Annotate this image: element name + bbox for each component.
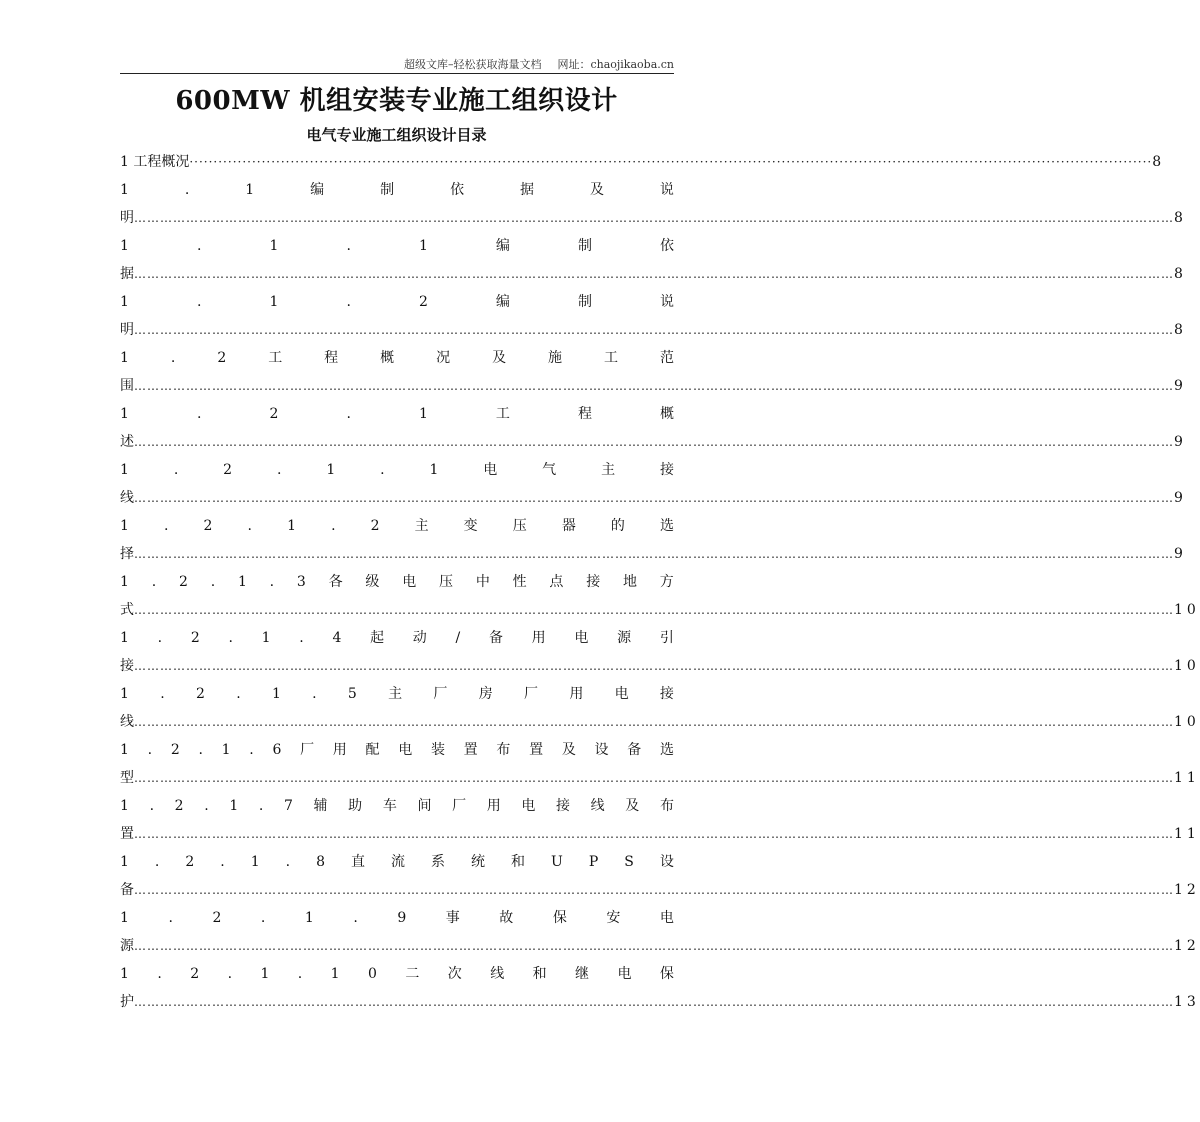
toc-heading-char: . <box>269 574 275 590</box>
toc-heading-char: 2 <box>170 742 180 758</box>
toc-page-number: 8 <box>1174 322 1187 338</box>
toc-page-number: 10 <box>1174 658 1200 674</box>
toc-heading-char: . <box>247 518 252 534</box>
toc-heading-char: 性 <box>512 574 527 590</box>
toc-heading-char: 置 <box>529 742 544 758</box>
toc-leader-dots: …………………………………………………………………………………………………………………………………………………………………………………………………………………… <box>134 771 1174 785</box>
toc-heading-char: . <box>149 798 155 814</box>
toc-heading-char: 2 <box>178 574 188 590</box>
toc-heading-char: 依 <box>660 238 674 254</box>
toc-heading-char: 设 <box>594 742 609 758</box>
toc-heading-char: 1 <box>304 910 314 926</box>
toc-heading-char: . <box>198 742 203 758</box>
toc-heading-char: 1 <box>245 182 255 198</box>
document-title: 600MW 机组安装专业施工组织设计 <box>175 86 618 116</box>
toc-heading-char: 2 <box>418 294 428 310</box>
toc-heading-char: . <box>258 798 264 814</box>
toc-heading-char: 点 <box>549 574 564 590</box>
toc-heading-char: 2 <box>269 406 279 422</box>
toc-heading-char: 备 <box>627 742 642 758</box>
toc-heading-char: 用 <box>569 686 584 702</box>
toc-heading-char: 1 <box>287 518 296 534</box>
toc-entry-heading[interactable] <box>120 288 674 316</box>
toc-heading-char: 程 <box>324 350 339 366</box>
toc-heading-char: 1 <box>260 966 270 982</box>
toc-heading-char: U <box>551 854 563 870</box>
toc-heading-char: 厂 <box>300 742 315 758</box>
toc-heading-char: 1 <box>250 854 260 870</box>
toc-heading-char: 接 <box>556 798 571 814</box>
toc-leader-dots: ········································································································································································································ <box>189 155 1153 169</box>
toc-heading-char: 流 <box>391 854 406 870</box>
toc-heading-char: 地 <box>623 574 637 590</box>
toc-heading-char: . <box>299 630 304 646</box>
toc-heading-char: 主 <box>601 462 616 478</box>
toc-heading-char: 系 <box>431 854 446 870</box>
toc-heading-char: . <box>228 630 233 646</box>
toc-leader-dots: …………………………………………………………………………………………………………………………………………………………………………………………………………………… <box>134 827 1174 841</box>
toc-entry-heading[interactable] <box>120 512 674 540</box>
toc-heading-char: 用 <box>486 798 501 814</box>
toc-heading-char: . <box>151 574 157 590</box>
toc-heading-char: . <box>331 518 336 534</box>
toc-heading-char: 1 <box>120 182 129 198</box>
toc-heading-char: . <box>168 910 173 926</box>
toc-heading-char: 安 <box>606 910 621 926</box>
toc-entry-end-char: 源 <box>120 938 134 954</box>
toc-heading-char: 6 <box>272 742 282 758</box>
toc-heading-char: 用 <box>531 630 546 646</box>
toc-heading-char: 1 <box>120 518 129 534</box>
toc-heading-char: 直 <box>351 854 366 870</box>
toc-heading-char: . <box>173 462 179 478</box>
toc-heading-char: 概 <box>380 350 395 366</box>
toc-heading-char: 接 <box>586 574 601 590</box>
toc-entry-end-char: 围 <box>120 378 134 394</box>
toc-heading-char: . <box>297 966 303 982</box>
toc-heading-char: 1 <box>269 294 279 310</box>
toc-heading-char: . <box>170 350 176 366</box>
toc-heading-char: 电 <box>402 574 417 590</box>
toc-heading-char: 气 <box>542 462 557 478</box>
toc-heading-char: S <box>624 854 634 870</box>
toc-heading-char: . <box>157 630 163 646</box>
toc-heading-char: 5 <box>347 686 357 702</box>
toc-heading-char: 2 <box>370 518 380 534</box>
toc-heading-char: 9 <box>397 910 407 926</box>
toc-heading-char: 据 <box>520 182 535 198</box>
toc-entry-continuation[interactable] <box>120 876 1200 904</box>
toc-entry-heading[interactable] <box>120 232 674 260</box>
toc-heading-char: 1 <box>261 630 271 646</box>
toc-heading-char: 依 <box>450 182 465 198</box>
toc-entry-continuation[interactable] <box>120 540 1187 568</box>
toc-heading-char: 及 <box>492 350 507 366</box>
toc-heading-char: 1 <box>330 966 340 982</box>
toc-entry-heading[interactable] <box>120 456 674 484</box>
toc-heading-char: 1 <box>120 294 129 310</box>
toc-entry-heading[interactable] <box>120 680 674 708</box>
toc-leader-dots: …………………………………………………………………………………………………………………………………………………………………………………………………………………… <box>134 883 1174 897</box>
toc-heading-char: 配 <box>365 742 380 758</box>
toc-leader-dots: …………………………………………………………………………………………………………………………………………………………………………………………………………………… <box>134 603 1174 617</box>
toc-page-number: 9 <box>1174 490 1187 506</box>
toc-heading-char: 设 <box>659 854 674 870</box>
toc-page-number: 9 <box>1174 546 1187 562</box>
toc-heading-char: 2 <box>217 350 227 366</box>
toc-heading-char: 1 <box>229 798 239 814</box>
toc-heading-char: 和 <box>511 854 526 870</box>
toc-heading-char: 1 <box>120 406 129 422</box>
toc-heading-char: 压 <box>512 518 527 534</box>
toc-heading-char: . <box>346 294 351 310</box>
toc-heading-char: . <box>210 574 216 590</box>
toc-heading-char: 8 <box>316 854 326 870</box>
toc-entry-heading[interactable] <box>120 344 674 372</box>
toc-heading: 电气专业施工组织设计目录 <box>306 126 487 144</box>
toc-heading-char: 备 <box>488 630 503 646</box>
toc-entry-end-char: 述 <box>120 434 134 450</box>
toc-heading-char: 压 <box>439 574 454 590</box>
toc-heading-char: 接 <box>659 686 674 702</box>
header-site-url: 网址：chaojikaoba.cn <box>557 58 674 71</box>
toc-entry-continuation[interactable] <box>120 428 1187 456</box>
toc-heading-char: 1 <box>237 574 247 590</box>
toc-heading-char: 工 <box>495 406 510 422</box>
toc-heading-char: 及 <box>625 798 640 814</box>
toc-heading-char: 保 <box>552 910 567 926</box>
toc-heading-char: . <box>160 686 165 702</box>
toc-heading-char: 说 <box>659 182 674 198</box>
toc-heading-char: . <box>157 966 162 982</box>
toc-heading-char: 1 <box>120 798 129 814</box>
toc-entry-heading[interactable] <box>120 736 674 764</box>
toc-heading-char: 房 <box>478 686 493 702</box>
toc-heading-char: 制 <box>380 182 395 198</box>
toc-heading-char: 中 <box>475 574 490 590</box>
header-divider <box>120 73 674 74</box>
toc-heading-char: 1 <box>120 854 129 870</box>
toc-heading-char: 厂 <box>433 686 448 702</box>
toc-heading-char: 2 <box>190 966 200 982</box>
toc-heading-char: . <box>260 910 266 926</box>
toc-heading-char: 间 <box>417 798 432 814</box>
toc-heading-char: 用 <box>332 742 347 758</box>
toc-heading-char: 况 <box>436 350 451 366</box>
toc-heading-char: 1 <box>120 238 129 254</box>
toc-heading-char: 1 <box>271 686 281 702</box>
toc-heading-char: 电 <box>574 630 589 646</box>
toc-heading-char: 2 <box>212 910 222 926</box>
toc-leader-dots: …………………………………………………………………………………………………………………………………………………………………………………………………………………… <box>134 211 1174 225</box>
toc-heading-char: 说 <box>660 294 674 310</box>
toc-heading-char: . <box>285 854 291 870</box>
toc-entry-continuation[interactable] <box>120 764 1200 792</box>
toc-heading-char: . <box>227 966 233 982</box>
toc-entry-continuation[interactable] <box>120 708 1200 736</box>
toc-heading-char: 1 <box>120 910 129 926</box>
toc-entry-heading[interactable] <box>120 960 674 988</box>
toc-heading-char: 统 <box>471 854 486 870</box>
toc-heading-char: 2 <box>203 518 213 534</box>
toc-entry-continuation[interactable] <box>120 820 1200 848</box>
toc-entry-end-char: 明 <box>120 210 134 226</box>
toc-heading-char: . <box>184 182 190 198</box>
toc-heading-char: 编 <box>495 294 510 310</box>
toc-heading-char: . <box>353 910 358 926</box>
toc-heading-char: 电 <box>659 910 674 926</box>
toc-heading-char: P <box>588 854 599 870</box>
toc-heading-char: 1 <box>120 966 129 982</box>
toc-heading-char: 布 <box>659 798 674 814</box>
toc-heading-char: 1 <box>418 238 428 254</box>
toc-heading-char: . <box>249 742 254 758</box>
toc-heading-char: 电 <box>483 462 498 478</box>
toc-heading-char: 和 <box>532 966 547 982</box>
toc-heading-char: / <box>455 630 461 646</box>
toc-entry-continuation[interactable] <box>120 260 1187 288</box>
toc-page-number: 11 <box>1174 826 1200 842</box>
toc-heading-char: 引 <box>659 630 674 646</box>
toc-heading-char: 0 <box>368 966 377 982</box>
toc-entry-end-char: 择 <box>120 546 134 562</box>
toc-leader-dots: …………………………………………………………………………………………………………………………………………………………………………………………………………………… <box>134 547 1174 561</box>
toc-entry-continuation[interactable] <box>120 204 1187 232</box>
toc-leader-dots: …………………………………………………………………………………………………………………………………………………………………………………………………………………… <box>134 659 1174 673</box>
toc-heading-char: 工 <box>268 350 283 366</box>
toc-heading-char: 电 <box>398 742 413 758</box>
toc-heading-char: 编 <box>495 238 510 254</box>
toc-heading-char: 的 <box>610 518 625 534</box>
toc-entry-continuation[interactable] <box>120 484 1187 512</box>
toc-heading-char: . <box>196 406 202 422</box>
toc-page-number: 9 <box>1174 434 1187 450</box>
toc-heading-char: 方 <box>659 574 674 590</box>
toc-heading-char: 事 <box>445 910 460 926</box>
toc-entry-end-char: 明 <box>120 322 134 338</box>
toc-heading-char: 施 <box>548 350 563 366</box>
toc-heading-char: . <box>196 238 202 254</box>
toc-page-number: 10 <box>1174 714 1200 730</box>
toc-heading-char: 3 <box>296 574 306 590</box>
toc-heading-char: 级 <box>365 574 380 590</box>
toc-heading-char: 7 <box>283 798 293 814</box>
toc-heading-char: 及 <box>589 182 604 198</box>
toc-page-number: 12 <box>1174 938 1200 954</box>
toc-heading-char: 1 <box>120 742 129 758</box>
toc-heading-char: 1 <box>269 238 279 254</box>
toc-entry-end-char: 型 <box>120 770 134 786</box>
toc-entry-end-char: 置 <box>120 826 134 842</box>
toc-entry-heading[interactable] <box>120 792 674 820</box>
toc-heading-char: 2 <box>195 686 205 702</box>
toc-entry-end-char: 护 <box>120 994 134 1010</box>
toc-heading-char: . <box>236 686 241 702</box>
toc-heading-char: 概 <box>660 406 674 422</box>
toc-heading-char: 次 <box>447 966 462 982</box>
toc-entry-first[interactable] <box>120 148 1166 176</box>
toc-heading-char: 继 <box>575 966 590 982</box>
toc-leader-dots: …………………………………………………………………………………………………………………………………………………………………………………………………………………… <box>134 491 1174 505</box>
toc-entry-heading[interactable] <box>120 568 674 596</box>
toc-page-number: 8 <box>1174 210 1187 226</box>
toc-heading-char: 制 <box>577 294 592 310</box>
toc-heading-char: 选 <box>659 518 674 534</box>
toc-heading-char: . <box>204 798 209 814</box>
toc-heading-char: . <box>164 518 169 534</box>
toc-heading-char: 二 <box>405 966 420 982</box>
toc-entry-end-char: 式 <box>120 602 134 618</box>
table-of-contents <box>120 148 1200 1016</box>
toc-heading-char: 编 <box>310 182 325 198</box>
toc-heading-char: 范 <box>659 350 674 366</box>
toc-heading-char: 及 <box>561 742 576 758</box>
toc-heading-char: 动 <box>412 630 427 646</box>
toc-leader-dots: …………………………………………………………………………………………………………………………………………………………………………………………………………………… <box>134 267 1174 281</box>
toc-page-number: 11 <box>1174 770 1200 786</box>
toc-entry-end-char: 线 <box>120 714 134 730</box>
toc-heading-char: 助 <box>348 798 363 814</box>
toc-heading-char: 主 <box>414 518 429 534</box>
toc-heading-char: 电 <box>617 966 632 982</box>
toc-heading-char: . <box>220 854 225 870</box>
toc-entry-heading[interactable] <box>120 176 674 204</box>
toc-entry-continuation[interactable] <box>120 988 1200 1016</box>
toc-heading-char: 保 <box>659 966 674 982</box>
toc-entry-end-char: 线 <box>120 490 134 506</box>
toc-leader-dots: …………………………………………………………………………………………………………………………………………………………………………………………………………………… <box>134 995 1174 1009</box>
toc-heading-char: 线 <box>590 798 605 814</box>
page-header <box>120 56 674 72</box>
toc-heading-char: . <box>380 462 385 478</box>
toc-page-number: 12 <box>1174 882 1200 898</box>
toc-heading-char: 1 <box>120 350 129 366</box>
toc-entry-continuation[interactable] <box>120 932 1200 960</box>
toc-heading-char: 厂 <box>452 798 467 814</box>
toc-entry-heading[interactable] <box>120 904 674 932</box>
toc-entry-continuation[interactable] <box>120 652 1200 680</box>
toc-heading-char: 2 <box>223 462 233 478</box>
toc-heading-char: . <box>196 294 202 310</box>
toc-heading-char: . <box>346 238 351 254</box>
toc-heading-char: 厂 <box>524 686 539 702</box>
toc-heading-char: 1 <box>221 742 231 758</box>
toc-heading-char: 主 <box>388 686 403 702</box>
toc-heading-char: 工 <box>604 350 619 366</box>
toc-heading-char: 1 <box>429 462 439 478</box>
toc-heading-char: 布 <box>496 742 511 758</box>
toc-heading-char: 起 <box>370 630 385 646</box>
toc-heading-char: 1 <box>418 406 428 422</box>
toc-heading-char: 电 <box>614 686 629 702</box>
toc-entry-end-char: 备 <box>120 882 134 898</box>
toc-heading-char: 1 <box>326 462 336 478</box>
toc-leader-dots: …………………………………………………………………………………………………………………………………………………………………………………………………………………… <box>134 323 1174 337</box>
toc-entry-continuation[interactable] <box>120 316 1187 344</box>
toc-heading-char: 装 <box>430 742 445 758</box>
toc-entry-heading[interactable] <box>120 848 674 876</box>
toc-page-number: 9 <box>1174 378 1187 394</box>
toc-heading-char: . <box>346 406 351 422</box>
toc-heading-char: 各 <box>328 574 343 590</box>
toc-heading-char: . <box>154 854 160 870</box>
toc-heading-char: 2 <box>185 854 195 870</box>
toc-heading-char: 变 <box>463 518 478 534</box>
toc-heading-char: 辅 <box>313 798 328 814</box>
toc-entry-label: 1 工程概况 <box>120 154 190 170</box>
toc-heading-char: 故 <box>499 910 514 926</box>
toc-leader-dots: …………………………………………………………………………………………………………………………………………………………………………………………………………………… <box>134 715 1174 729</box>
toc-page-number: 8 <box>1152 154 1166 170</box>
toc-entry-heading[interactable] <box>120 400 674 428</box>
header-site-name: 超级文库–轻松获取海量文档 <box>403 58 542 71</box>
toc-heading-char: . <box>276 462 282 478</box>
toc-heading-char: 制 <box>577 238 592 254</box>
toc-heading-char: 电 <box>521 798 536 814</box>
toc-leader-dots: …………………………………………………………………………………………………………………………………………………………………………………………………………………… <box>134 435 1174 449</box>
toc-leader-dots: …………………………………………………………………………………………………………………………………………………………………………………………………………………… <box>134 379 1174 393</box>
toc-heading-char: 选 <box>659 742 674 758</box>
toc-entry-continuation[interactable] <box>120 372 1187 400</box>
toc-page-number: 13 <box>1174 994 1200 1010</box>
toc-heading-char: 程 <box>577 406 592 422</box>
toc-page-number: 10 <box>1174 602 1200 618</box>
toc-heading-char: 2 <box>174 798 184 814</box>
toc-entry-heading[interactable] <box>120 624 674 652</box>
toc-heading-char: 4 <box>332 630 342 646</box>
toc-page-number: 8 <box>1174 266 1187 282</box>
toc-entry-end-char: 接 <box>120 658 134 674</box>
toc-heading-char: 源 <box>617 630 632 646</box>
toc-heading-char: 1 <box>120 462 129 478</box>
toc-heading-char: . <box>147 742 153 758</box>
toc-leader-dots: …………………………………………………………………………………………………………………………………………………………………………………………………………………… <box>134 939 1174 953</box>
toc-heading-char: 车 <box>382 798 397 814</box>
toc-heading-char: . <box>312 686 317 702</box>
toc-heading-char: 线 <box>490 966 505 982</box>
toc-heading-char: 接 <box>659 462 674 478</box>
toc-heading-char: 1 <box>120 630 129 646</box>
toc-heading-char: 置 <box>463 742 478 758</box>
toc-heading-char: 1 <box>120 574 129 590</box>
toc-entry-end-char: 据 <box>120 266 134 282</box>
toc-heading-char: 2 <box>190 630 200 646</box>
toc-heading-char: 器 <box>561 518 576 534</box>
toc-heading-char: 1 <box>120 686 129 702</box>
toc-entry-continuation[interactable] <box>120 596 1200 624</box>
